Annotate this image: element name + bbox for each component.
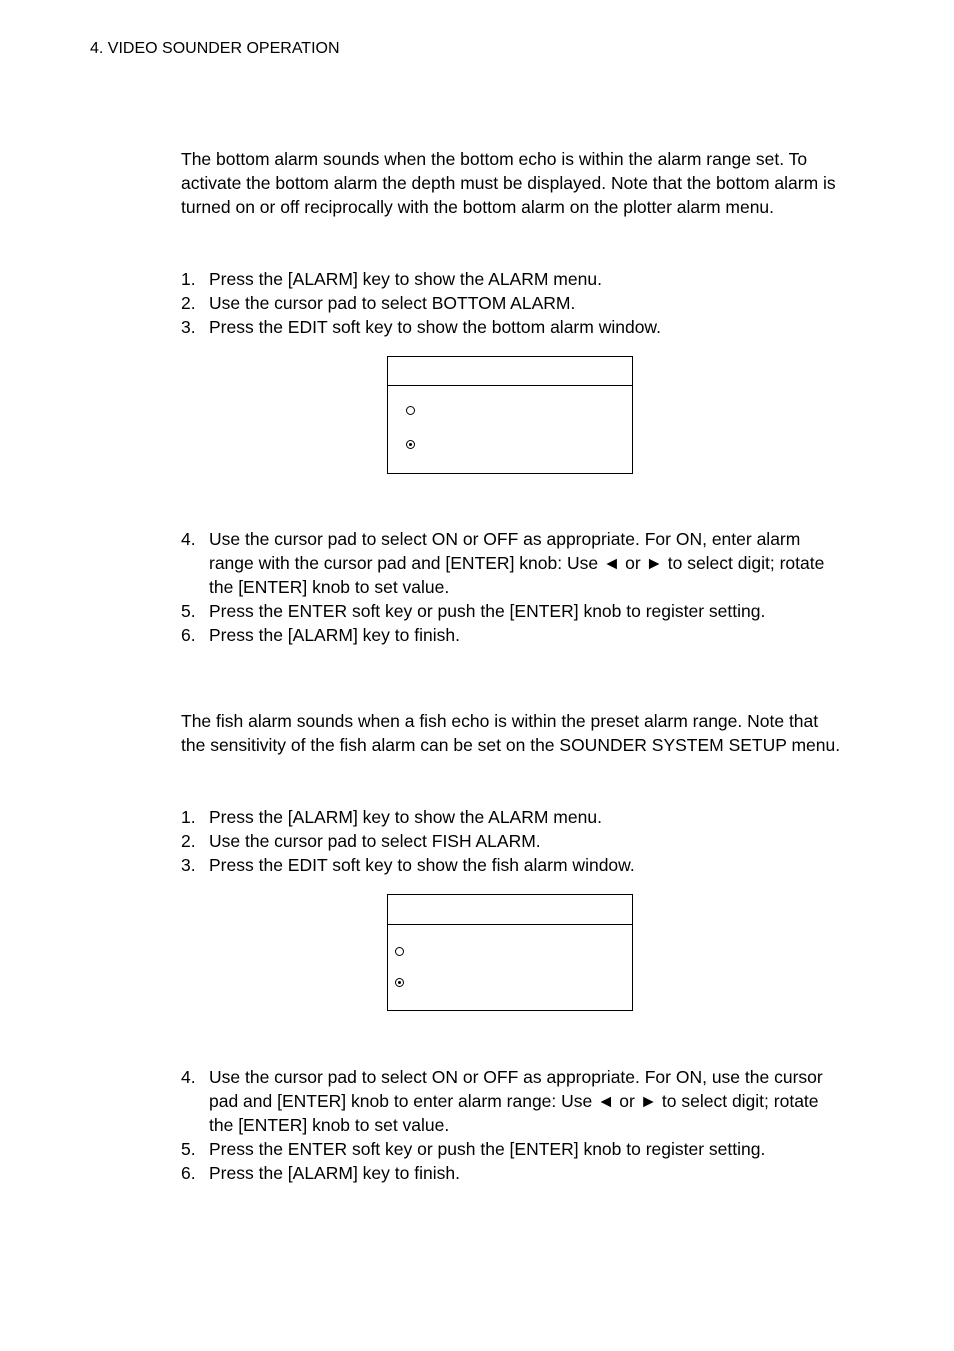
list-item — [181, 1065, 841, 1137]
step-text: Use the cursor pad to select FISH ALARM. — [209, 831, 541, 851]
step-number: 3. — [181, 855, 196, 875]
step-text: Press the EDIT soft key to show the fish alarm window. — [209, 855, 635, 875]
off-radio-icon[interactable] — [406, 406, 415, 415]
step-number: 5. — [181, 601, 196, 621]
page-header: 4. VIDEO SOUNDER OPERATION — [90, 40, 340, 57]
list-item — [181, 267, 841, 291]
on-radio-icon[interactable] — [406, 440, 415, 449]
list-item — [181, 853, 841, 877]
window-title-bar — [388, 357, 632, 386]
list-item — [181, 599, 841, 623]
list-item — [181, 623, 841, 647]
window-title-bar — [388, 895, 632, 925]
off-radio-icon[interactable] — [395, 947, 404, 956]
fish-alarm-window — [387, 894, 633, 1011]
bottom-alarm-intro: The bottom alarm sounds when the bottom echo is within the alarm range set. To activate the bottom alarm the depth must be displayed. Note that the bottom alarm is turned on or off reciprocally with the bottom alarm on the plotter alarm menu. — [181, 149, 836, 217]
step-number: 6. — [181, 625, 196, 645]
step-text: Press the ENTER soft key or push the [ENTER] knob to register setting. — [209, 1139, 766, 1159]
list-item — [181, 829, 841, 853]
step-text: Use the cursor pad to select BOTTOM ALARM. — [209, 293, 576, 313]
step-number: 2. — [181, 293, 196, 313]
step-text: Use the cursor pad to select ON or OFF as appropriate. For ON, use the cursor pad and [ENTER] knob to enter alarm range: Use ◄ or ► to select digit; rotate the [ENTER] knob to set value. — [209, 1067, 823, 1135]
list-item — [181, 527, 841, 599]
on-radio-icon[interactable] — [395, 978, 404, 987]
step-number: 3. — [181, 317, 196, 337]
step-text: Use the cursor pad to select ON or OFF as appropriate. For ON, enter alarm range with the cursor pad and [ENTER] knob: Use ◄ or ► to select digit; rotate the [ENTER] knob to set value. — [209, 529, 825, 597]
step-number: 4. — [181, 529, 196, 549]
step-number: 2. — [181, 831, 196, 851]
step-number: 5. — [181, 1139, 196, 1159]
step-text: Press the [ALARM] key to finish. — [209, 1163, 460, 1183]
fish-alarm-steps-b — [181, 1065, 841, 1185]
step-number: 1. — [181, 269, 196, 289]
step-number: 1. — [181, 807, 196, 827]
step-text: Press the EDIT soft key to show the bottom alarm window. — [209, 317, 661, 337]
list-item — [181, 1137, 841, 1161]
step-number: 4. — [181, 1067, 196, 1087]
bottom-alarm-steps-a — [181, 267, 841, 339]
step-text: Press the [ALARM] key to show the ALARM menu. — [209, 807, 602, 827]
step-text: Press the ENTER soft key or push the [ENTER] knob to register setting. — [209, 601, 766, 621]
list-item — [181, 291, 841, 315]
fish-alarm-intro: The fish alarm sounds when a fish echo is within the preset alarm range. Note that the sensitivity of the fish alarm can be set on the SOUNDER SYSTEM SETUP menu. — [181, 711, 841, 755]
list-item — [181, 805, 841, 829]
fish-alarm-steps-a — [181, 805, 841, 877]
bottom-alarm-steps-b — [181, 527, 841, 647]
step-text: Press the [ALARM] key to finish. — [209, 625, 460, 645]
list-item — [181, 315, 841, 339]
bottom-alarm-window — [387, 356, 633, 474]
step-number: 6. — [181, 1163, 196, 1183]
list-item — [181, 1161, 841, 1185]
step-text: Press the [ALARM] key to show the ALARM menu. — [209, 269, 602, 289]
